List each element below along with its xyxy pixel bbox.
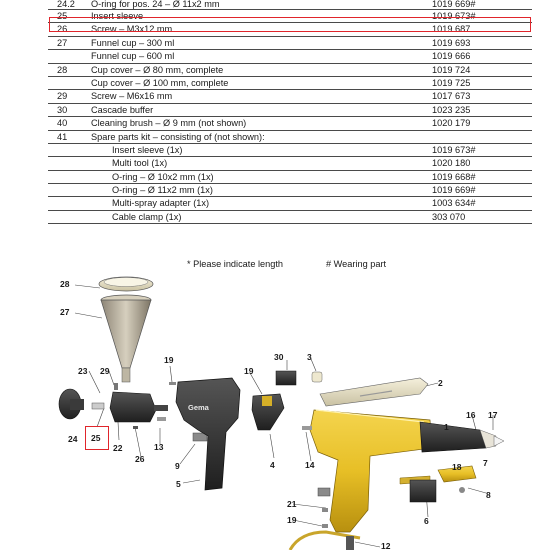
part-number: 1019 666 — [432, 51, 471, 62]
callout-27: 27 — [60, 307, 70, 317]
callout-4: 4 — [270, 460, 275, 470]
position-number: 30 — [57, 104, 68, 115]
callout-highlight-frame — [85, 426, 109, 450]
barrel-part — [420, 422, 496, 452]
part-description: Spare parts kit – consisting of (not shown): — [91, 131, 265, 142]
part-description: Cup cover – Ø 100 mm, complete — [91, 77, 229, 88]
trigger-module-part — [252, 394, 284, 430]
callout-14: 14 — [305, 460, 315, 470]
part-description: Cup cover – Ø 80 mm, complete — [91, 64, 224, 75]
gun-handle-part — [176, 378, 240, 490]
position-number: 24.2 — [57, 0, 75, 9]
table-subrow — [48, 184, 532, 197]
table-row — [48, 0, 532, 10]
cup-cover-part — [99, 277, 153, 291]
position-number: 25 — [57, 11, 68, 21]
part-description: Cascade buffer — [91, 104, 154, 115]
callout-18: 18 — [452, 462, 462, 472]
screw-part — [322, 524, 328, 528]
callout-19a: 19 — [164, 355, 174, 365]
kit-item-description: O-ring – Ø 11x2 mm (1x) — [112, 185, 213, 196]
gun-body-part — [310, 410, 432, 532]
table-row — [48, 77, 532, 90]
kit-item-number: 1019 673# — [432, 144, 476, 155]
table-row — [48, 117, 532, 130]
part-description: Screw – M6x16 mm — [91, 91, 173, 102]
table-subrow — [48, 197, 532, 210]
part-description: Cleaning brush – Ø 9 mm (not shown) — [91, 118, 247, 129]
kit-item-description: Insert sleeve (1x) — [112, 144, 183, 155]
kit-item-description: O-ring – Ø 10x2 mm (1x) — [112, 171, 214, 182]
table-row — [48, 64, 532, 77]
table-row — [48, 37, 532, 50]
callout-9: 9 — [175, 461, 180, 471]
callout-19b: 19 — [244, 366, 254, 376]
part-18 — [318, 488, 330, 496]
screw-part — [169, 382, 176, 385]
callout-13: 13 — [154, 442, 164, 452]
kit-item-number: 1020 180 — [432, 158, 471, 169]
screw-part — [157, 417, 166, 421]
callout-21: 21 — [287, 499, 297, 509]
table-row — [48, 90, 532, 103]
kit-item-number: 1003 634# — [432, 198, 476, 209]
callout-5: 5 — [176, 479, 181, 489]
position-number: 41 — [57, 131, 68, 142]
part-number: 1019 669# — [432, 0, 476, 9]
callout-16: 16 — [466, 410, 476, 420]
part-8 — [459, 487, 465, 493]
screw-part — [114, 383, 118, 390]
position-number: 40 — [57, 118, 68, 129]
part-description: Funnel cup – 300 ml — [91, 37, 175, 48]
position-number: 26 — [57, 24, 68, 35]
table-row — [48, 104, 532, 117]
cascade-buffer-part — [276, 371, 296, 385]
table-subrow — [48, 157, 532, 170]
kit-item-number: 1019 668# — [432, 171, 476, 182]
callout-8: 8 — [486, 490, 491, 500]
table-row — [48, 131, 532, 144]
position-number: 29 — [57, 91, 68, 102]
kit-item-description: Multi-spray adapter (1x) — [112, 198, 210, 209]
callout-3: 3 — [307, 352, 312, 362]
part-description: O-ring for pos. 24 – Ø 11x2 mm — [91, 0, 220, 9]
screw-part — [322, 508, 328, 512]
connector-part — [154, 405, 168, 411]
callout-22: 22 — [113, 443, 123, 453]
kit-item-number: 1019 669# — [432, 185, 476, 196]
callout-17: 17 — [488, 410, 498, 420]
screw-part — [302, 426, 312, 430]
callout-26: 26 — [135, 454, 145, 464]
wearing-part-note: # Wearing part — [326, 259, 387, 269]
exploded-view-diagram — [0, 270, 550, 550]
part-6 — [410, 480, 436, 502]
table-subrow — [48, 171, 532, 184]
holder-part — [110, 392, 156, 422]
kit-item-description: Multi tool (1x) — [112, 158, 168, 169]
part-12 — [346, 536, 354, 550]
callout-12: 12 — [381, 541, 391, 550]
part-3 — [312, 372, 322, 382]
part-description: Insert sleeve — [91, 11, 144, 21]
cascade-part — [320, 378, 428, 406]
part-description: Screw – M3x12 mm — [91, 24, 173, 35]
part-number: 1019 725 — [432, 77, 471, 88]
callout-19c: 19 — [287, 515, 297, 525]
table-subrow — [48, 211, 532, 224]
callout-24: 24 — [68, 434, 78, 444]
nozzle-tip-part — [494, 436, 504, 446]
callout-28: 28 — [60, 279, 70, 289]
part-number: 1019 673# — [432, 11, 476, 21]
position-number: 28 — [57, 64, 68, 75]
length-note: * Please indicate length — [187, 259, 284, 269]
brand-label: Gema — [188, 403, 209, 412]
callout-25: 25 — [91, 433, 101, 443]
callout-29: 29 — [100, 366, 110, 376]
table-row — [48, 50, 532, 63]
table-subrow — [48, 144, 532, 157]
parts-list-table — [48, 0, 532, 224]
callout-2: 2 — [438, 378, 443, 388]
part-number: 1017 673 — [432, 91, 471, 102]
callout-23: 23 — [78, 366, 88, 376]
part-number: 1019 724 — [432, 64, 471, 75]
insert-sleeve-part — [92, 403, 104, 409]
screw-part — [133, 426, 138, 429]
kit-item-number: 303 070 — [432, 211, 466, 222]
cap-part — [59, 389, 84, 419]
part-number: 1023 235 — [432, 104, 471, 115]
kit-item-description: Cable clamp (1x) — [112, 211, 182, 222]
part-number: 1020 179 — [432, 118, 471, 129]
row-highlight-frame — [49, 17, 531, 32]
callout-1: 1 — [444, 422, 449, 432]
part-number: 1019 687 — [432, 24, 471, 35]
callout-6: 6 — [424, 516, 429, 526]
part-number: 1019 693 — [432, 37, 471, 48]
position-number: 27 — [57, 37, 68, 48]
callout-30: 30 — [274, 352, 284, 362]
callout-7: 7 — [483, 458, 488, 468]
part-description: Funnel cup – 600 ml — [91, 51, 175, 62]
